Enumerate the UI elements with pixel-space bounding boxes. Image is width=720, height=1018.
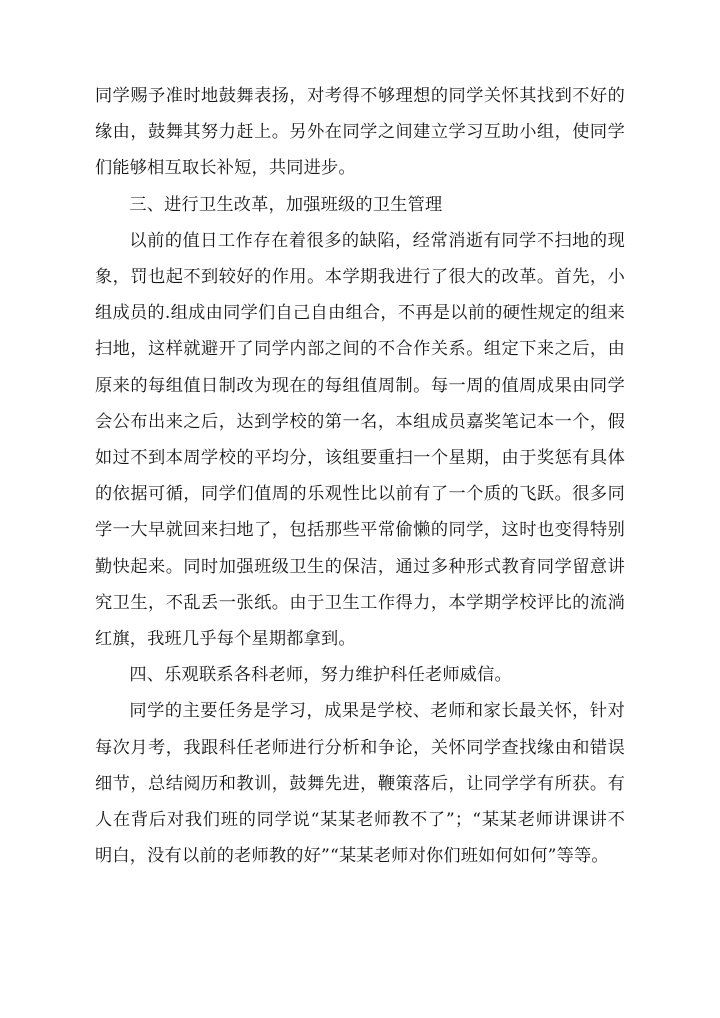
document-text-body	[95, 78, 625, 874]
paragraph-teacher-cooperation: 同学的主要任务是学习，成果是学校、老师和家长最关怀，针对每次月考，我跟科任老师进行分析和争论，关怀同学查找缘由和错误细节，总结阅历和教训，鼓舞先进，鞭策落后，让同学学有所获。有人在背后对我们班的同学说“某某老师教不了”；“某某老师讲课讲不明白，没有以前的老师教的好”“某某老师对你们班如何如何”等等。	[95, 701, 625, 867]
section-heading-three: 三、进行卫生改革，加强班级的卫生管理	[129, 194, 443, 215]
paragraph-hygiene-reform: 以前的值日工作存在着很多的缺陷，经常消逝有同学不扫地的现象，罚也起不到较好的作用。本学期我进行了很大的改革。首先，小组成员的.组成由同学们自己自由组合，不再是以前的硬性规定的组来扫地，这样就避开了同学内部之间的不合作关系。组定下来之后，由原来的每组值日制改为现在的每组值周制。每一周的值周成果由同学会公布出来之后，达到学校的第一名，本组成员嘉奖笔记本一个，假如过不到本周学校的平均分，该组要重扫一个星期，由于奖惩有具体的依据可循，同学们值周的乐观性比以前有了一个质的飞跃。很多同学一大早就回来扫地了，包括那些平常偷懒的同学，这时也变得特别勤快起来。同时加强班级卫生的保洁，通过多种形式教育同学留意讲究卫生，不乱丢一张纸。由于卫生工作得力，本学期学校评比的流淌红旗，我班几乎每个星期都拿到。	[95, 230, 625, 650]
paragraph-continued: 同学赐予准时地鼓舞表扬，对考得不够理想的同学关怀其找到不好的缘由，鼓舞其努力赶上。另外在同学之间建立学习互助小组，使同学们能够相互取长补短，共同进步。	[95, 86, 625, 179]
section-heading-four: 四、乐观联系各科老师，努力维护科任老师威信。	[129, 665, 512, 686]
